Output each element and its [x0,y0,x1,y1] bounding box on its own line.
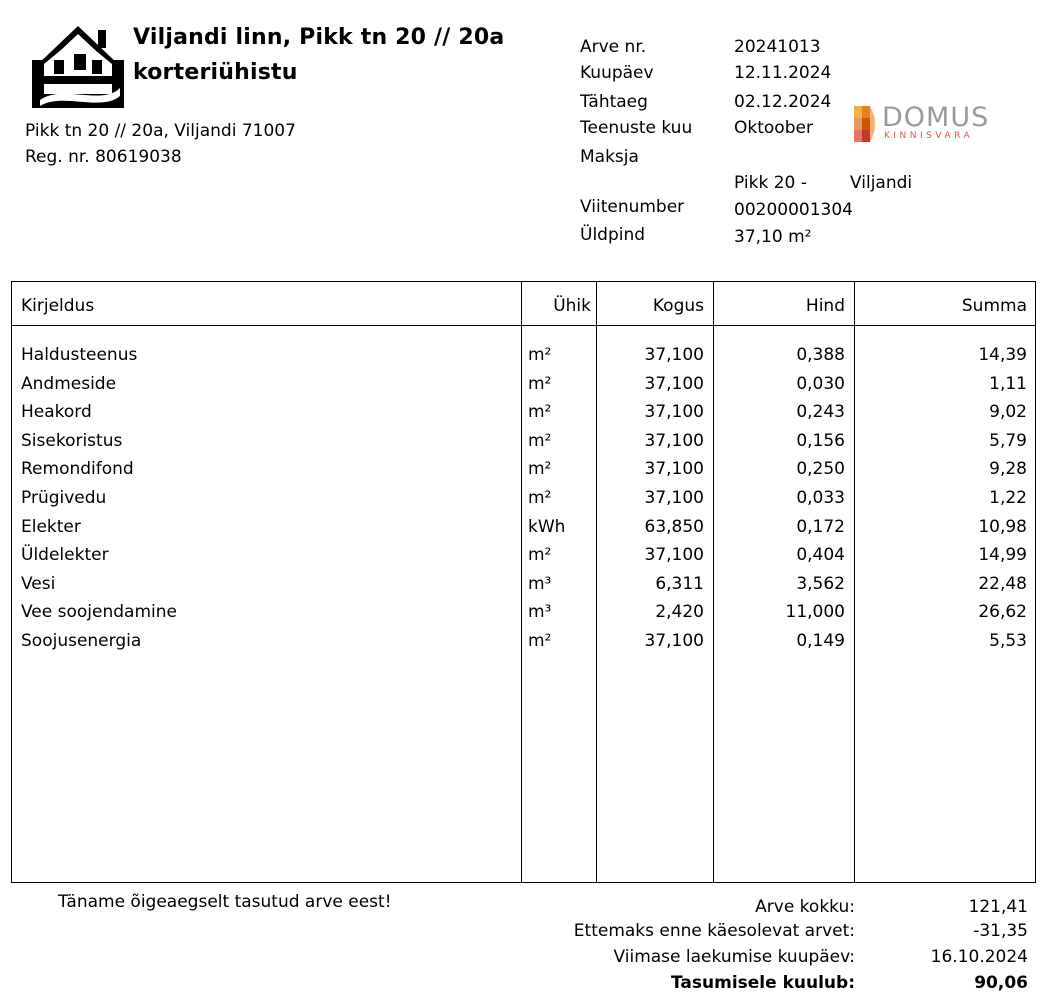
due-date-label: Tähtaeg [580,92,648,112]
cell-unit: m² [528,345,552,365]
cell-sum: 1,11 [989,373,1027,394]
cell-unit: m² [528,402,552,423]
reference-label: Viitenumber [580,197,685,217]
cell-description: Heakord [21,402,92,423]
cell-price: 0,149 [796,631,845,651]
domus-logo [854,104,1014,144]
cell-sum: 1,22 [989,488,1027,508]
cell-description: Haldusteenus [21,345,138,365]
last-payment-label: Viimase laekumise kuupäev: [613,947,855,967]
cell-quantity: 37,100 [644,402,704,423]
cell-description: Remondifond [21,459,134,480]
area-label: Üldpind [580,225,646,245]
cell-price: 11,000 [785,602,845,623]
cell-sum: 9,02 [989,402,1027,423]
cell-description: Elekter [21,516,81,537]
col-divider-3 [713,282,714,882]
cell-unit: m³ [528,602,552,623]
header-description: Kirjeldus [21,296,95,316]
cell-sum: 5,53 [989,631,1027,651]
cell-unit: m² [528,488,552,508]
association-title-line2: korteriühistu [133,60,298,85]
association-reg-number: Reg. nr. 80619038 [25,147,182,167]
cell-price: 0,388 [796,345,845,365]
header-price: Hind [805,296,845,316]
reference-number: 00200001304 [734,200,853,220]
cell-quantity: 37,100 [644,488,704,508]
cell-quantity: 37,100 [644,459,704,480]
cell-quantity: 2,420 [655,602,704,623]
domus-mark-icon [854,106,880,142]
cell-sum: 5,79 [989,430,1027,451]
cell-description: Vesi [21,573,56,594]
last-payment-value: 16.10.2024 [930,947,1028,967]
cell-unit: m² [528,373,552,394]
payer-city: Viljandi [850,173,913,193]
cell-sum: 14,99 [978,545,1027,566]
cell-description: Prügivedu [21,488,107,508]
invoice-date: 12.11.2024 [734,63,832,83]
cell-description: Andmeside [21,373,117,394]
cell-unit: m² [528,459,552,480]
date-label: Kuupäev [580,63,654,83]
cell-sum: 26,62 [978,602,1027,623]
thanks-message: Täname õigeaegselt tasutud arve eest! [58,892,392,912]
cell-quantity: 63,850 [644,516,704,537]
cell-price: 0,250 [796,459,845,480]
cell-description: Üldelekter [21,545,109,566]
association-address: Pikk tn 20 // 20a, Viljandi 71007 [25,121,296,141]
cell-sum: 9,28 [989,459,1027,480]
cell-price: 0,030 [796,373,845,394]
cell-quantity: 37,100 [644,545,704,566]
service-month-label: Teenuste kuu [580,118,693,138]
service-month: Oktoober [734,118,813,138]
col-divider-1 [521,282,522,882]
cell-unit: m³ [528,573,552,594]
cell-price: 0,156 [796,430,845,451]
cell-description: Vee soojendamine [21,602,177,623]
cell-quantity: 6,311 [655,573,704,594]
cell-quantity: 37,100 [644,345,704,365]
payer-street: Pikk 20 - [734,173,807,193]
cell-unit: m² [528,631,552,651]
col-divider-2 [596,282,597,882]
amount-due-label: Tasumisele kuulub: [671,973,855,993]
cell-price: 3,562 [796,573,845,594]
cell-unit: m² [528,430,552,451]
domus-logo-subtext: KINNISVARA [884,131,974,141]
amount-due-value: 90,06 [974,973,1028,993]
cell-price: 0,033 [796,488,845,508]
cell-quantity: 37,100 [644,373,704,394]
area-value: 37,10 m² [734,227,812,247]
total-label: Arve kokku: [755,897,855,917]
col-divider-4 [854,282,855,882]
header-unit: Ühik [553,296,591,316]
total-value: 121,41 [968,897,1028,917]
invoice-number: 20241013 [734,37,821,57]
prepayment-value: -31,35 [973,921,1028,941]
invoice-number-label: Arve nr. [580,37,647,57]
cell-description: Sisekoristus [21,430,123,451]
header-sum: Summa [961,296,1027,316]
association-title [133,20,504,90]
cell-sum: 14,39 [978,345,1027,365]
cell-price: 0,172 [796,516,845,537]
cell-description: Soojusenergia [21,631,142,651]
cell-unit: kWh [528,516,566,537]
cell-sum: 22,48 [978,573,1027,594]
cell-quantity: 37,100 [644,631,704,651]
house-logo-icon [32,24,124,108]
due-date: 02.12.2024 [734,92,832,112]
prepayment-label: Ettemaks enne käesolevat arvet: [573,921,855,941]
cell-quantity: 37,100 [644,430,704,451]
payer-label: Maksja [580,147,639,167]
cell-sum: 10,98 [978,516,1027,537]
invoice-table [11,281,1036,883]
domus-logo-text: DOMUS [882,102,990,133]
association-title-line1: Viljandi linn, Pikk tn 20 // 20a [133,25,505,50]
header-quantity: Kogus [652,296,704,316]
cell-price: 0,404 [796,545,845,566]
cell-price: 0,243 [796,402,845,423]
header-divider [12,325,1035,326]
cell-unit: m² [528,545,552,566]
association-address-block [25,118,296,170]
